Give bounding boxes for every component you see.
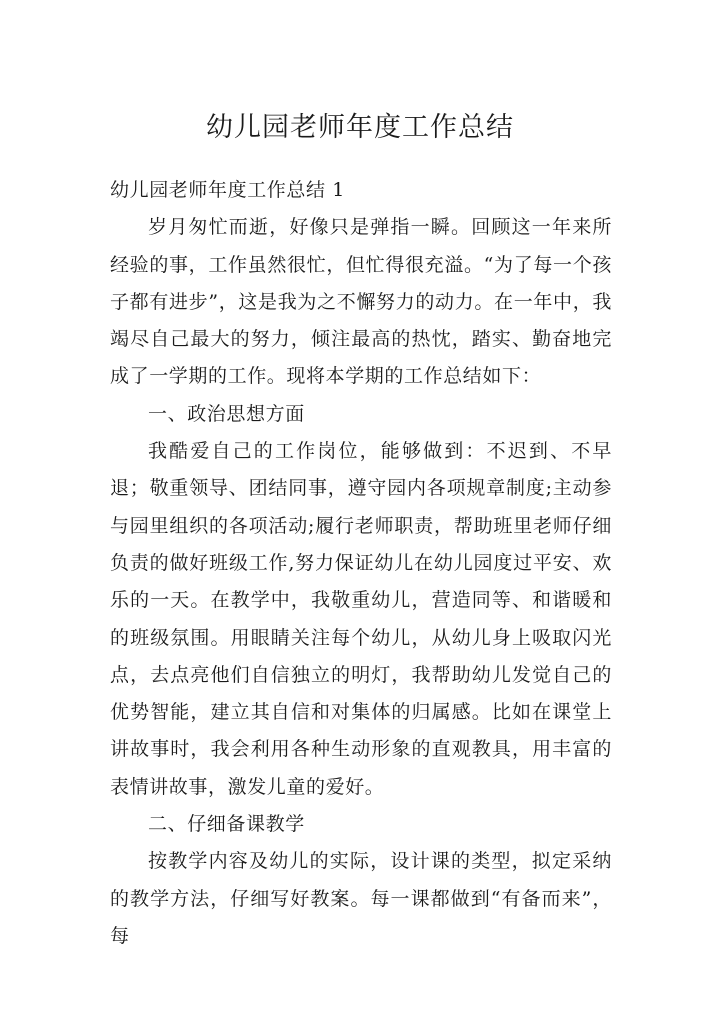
document-subtitle: 幼儿园老师年度工作总结 1 [110,179,345,201]
paragraph-intro: 岁月匆忙而逝，好像只是弹指一瞬。回顾这一年来所经验的事，工作虽然很忙，但忙得很充溢。“为了每一个孩子都有进步”，这是我为之不懈努力的动力。在一年中，我竭尽自己最大的努力，倾注最高的热忱，踏实、勤奋地完成了一学期的工作。现将本学期的工作总结如下： [110,216,612,388]
section-heading-political: 一、政治思想方面 [148,402,305,425]
document-title: 幼儿园老师年度工作总结 [206,112,514,143]
section-heading-lesson-prep: 二、仔细备课教学 [148,813,305,836]
paragraph-lesson-prep: 按教学内容及幼儿的实际，设计课的类型，拟定采纳的教学方法，仔细写好教案。每一课都做到“有备而来”，每 [110,850,612,947]
paragraph-political: 我酷爱自己的工作岗位，能够做到：不迟到、不早退；敬重领导、团结同事，遵守园内各项规章制度;主动参与园里组织的各项活动;履行老师职责，帮助班里老师仔细负责的做好班级工作,努力保证幼儿在幼儿园度过平安、欢乐的一天。在教学中，我敬重幼儿，营造同等、和谐暖和的班级氛围。用眼睛关注每个幼儿，从幼儿身上吸取闪光点，去点亮他们自信独立的明灯，我帮助幼儿发觉自己的优势智能，建立其自信和对集体的归属感。比如在课堂上讲故事时，我会利用各种生动形象的直观教具，用丰富的表情讲故事，激发儿童的爱好。 [110,440,612,798]
document-body [110,172,612,955]
